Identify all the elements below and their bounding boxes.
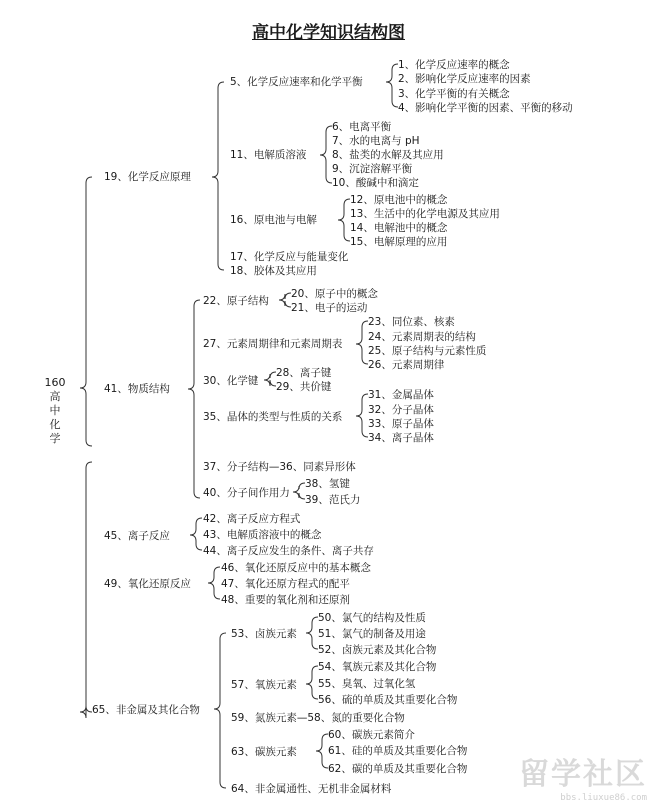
leaf-item: 38、氢键 [305, 478, 350, 490]
leaf-item: 39、范氏力 [305, 494, 361, 506]
page-title: 高中化学知识结构图 [252, 23, 405, 43]
topic-label: 5、化学反应速率和化学平衡 [230, 76, 363, 88]
root-char: 化 [49, 418, 61, 431]
leaf-item: 25、原子结构与元素性质 [368, 345, 487, 357]
leaf-item: 56、硫的单质及其重要化合物 [318, 694, 458, 706]
leaf-item: 13、生活中的化学电源及其应用 [350, 208, 500, 220]
watermark [519, 749, 647, 803]
topic-label: 46、氧化还原反应中的基本概念 [221, 562, 371, 574]
section-label: 45、离子反应 [104, 530, 170, 542]
leaf-item: 29、共价键 [276, 381, 332, 393]
section-label: 65、非金属及其化合物 [92, 704, 200, 716]
leaf-item: 61、硅的单质及其重要化合物 [328, 745, 468, 757]
watermark-logo: 留学社区 [519, 757, 647, 792]
root-brace-lower [80, 462, 92, 718]
topic-label: 27、元素周期律和元素周期表 [203, 338, 343, 350]
topic-brace [356, 321, 368, 364]
section-brace [214, 633, 226, 788]
topic-brace [279, 293, 291, 307]
topic-label: 22、原子结构 [203, 295, 269, 307]
topic-label: 16、原电池与电解 [230, 214, 317, 226]
leaf-item: 55、臭氧、过氧化氢 [318, 678, 416, 690]
leaf-item: 52、卤族元素及其化合物 [318, 644, 437, 656]
leaf-item: 15、电解原理的应用 [350, 236, 448, 248]
leaf-item: 1、化学反应速率的概念 [398, 59, 510, 71]
section-label: 19、化学反应原理 [104, 171, 191, 183]
topic-label: 42、离子反应方程式 [203, 513, 301, 525]
topic-label: 63、碳族元素 [231, 746, 297, 758]
leaf-item: 54、氧族元素及其化合物 [318, 661, 437, 673]
topic-label: 40、分子间作用力 [203, 487, 290, 499]
root-count: 160 [44, 376, 66, 389]
root-brace-upper [80, 177, 92, 446]
leaf-item: 6、电离平衡 [332, 121, 392, 133]
watermark-url: bbs.liuxue86.com [560, 793, 647, 803]
topic-label: 57、氧族元素 [231, 679, 297, 691]
topic-brace [306, 617, 318, 649]
leaf-item: 8、盐类的水解及其应用 [332, 149, 444, 161]
leaf-item: 28、离子键 [276, 367, 332, 379]
leaf-item: 60、碳族元素简介 [328, 729, 415, 741]
leaf-item: 21、电子的运动 [291, 302, 368, 314]
leaf-item: 34、离子晶体 [368, 432, 434, 444]
leaf-item: 4、影响化学平衡的因素、平衡的移动 [398, 102, 573, 114]
leaf-item: 32、分子晶体 [368, 404, 434, 416]
topic-label: 43、电解质溶液中的概念 [203, 529, 322, 541]
topic-label: 18、胶体及其应用 [230, 265, 317, 277]
section-label: 41、物质结构 [104, 383, 170, 395]
leaf-item: 14、电解池中的概念 [350, 222, 448, 234]
leaf-item: 26、元素周期律 [368, 359, 445, 371]
topic-label: 37、分子结构—36、同素异形体 [203, 461, 356, 473]
root-char: 高 [49, 390, 61, 403]
leaf-item: 33、原子晶体 [368, 418, 434, 430]
leaf-item: 20、原子中的概念 [291, 288, 378, 300]
topic-brace [386, 64, 398, 107]
leaf-item: 50、氯气的结构及性质 [318, 612, 426, 624]
topic-label: 35、晶体的类型与性质的关系 [203, 411, 343, 423]
leaf-item: 3、化学平衡的有关概念 [398, 88, 510, 100]
topic-label: 47、氧化还原方程式的配平 [221, 578, 350, 590]
leaf-item: 23、同位素、核素 [368, 316, 455, 328]
section-brace [188, 300, 200, 498]
leaf-item: 24、元素周期表的结构 [368, 331, 476, 343]
leaf-item: 51、氯气的制备及用途 [318, 628, 426, 640]
topic-label: 59、氮族元素—58、氮的重要化合物 [231, 712, 405, 724]
section-label: 49、氧化还原反应 [104, 578, 191, 590]
section-brace [212, 82, 224, 270]
root-node [44, 376, 66, 446]
topic-brace [264, 372, 276, 386]
root-char: 中 [49, 404, 61, 417]
topic-brace [356, 394, 368, 437]
topic-label: 53、卤族元素 [231, 628, 297, 640]
topic-brace [293, 483, 305, 499]
leaf-item: 9、沉淀溶解平衡 [332, 163, 413, 175]
topic-label: 30、化学键 [203, 375, 259, 387]
section-brace [208, 567, 220, 599]
leaf-item: 12、原电池中的概念 [350, 194, 448, 206]
topic-brace [320, 126, 332, 183]
topic-label: 17、化学反应与能量变化 [230, 251, 349, 263]
topic-label: 44、离子反应发生的条件、离子共存 [203, 545, 374, 557]
topic-label: 48、重要的氧化剂和还原剂 [221, 594, 350, 606]
leaf-item: 62、碳的单质及其重要化合物 [328, 763, 468, 775]
leaf-item: 10、酸碱中和滴定 [332, 177, 419, 189]
topic-label: 11、电解质溶液 [230, 149, 307, 161]
leaf-item: 7、水的电离与 pH [332, 135, 420, 147]
leaf-item: 31、金属晶体 [368, 389, 434, 401]
leaf-item: 2、影响化学反应速率的因素 [398, 73, 531, 85]
root-char: 学 [49, 432, 61, 445]
topic-label: 64、非金属通性、无机非金属材料 [231, 783, 392, 795]
section-brace [190, 518, 202, 550]
topic-brace [306, 666, 318, 699]
topic-brace [338, 199, 350, 241]
topic-brace [316, 734, 328, 768]
